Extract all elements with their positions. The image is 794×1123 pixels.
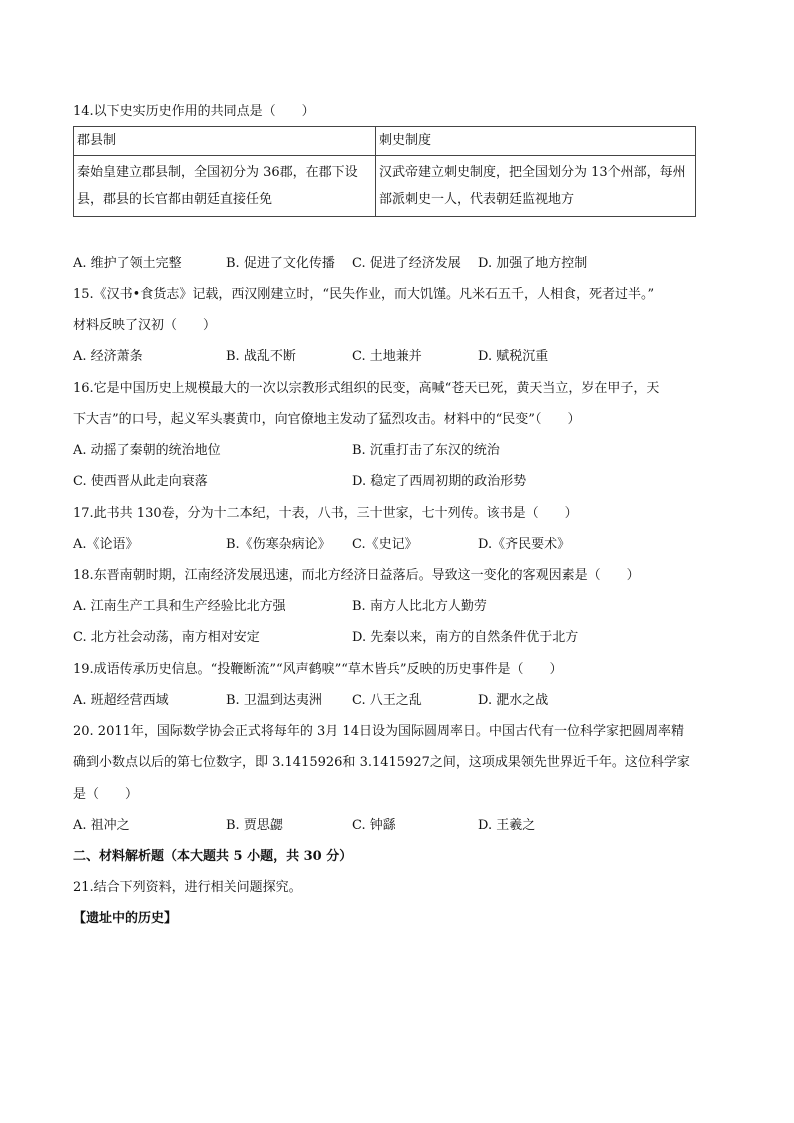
q16-option-b: B. 沉重打击了东汉的统治 xyxy=(352,443,500,458)
q15-option-b: B. 战乱不断 xyxy=(226,349,296,364)
q16-option-d: D. 稳定了西周初期的政治形势 xyxy=(352,474,527,489)
q19-option-b: B. 卫温到达夷洲 xyxy=(226,693,322,708)
q17-option-a: A.《论语》 xyxy=(73,537,139,552)
q14-option-c: C. 促进了经济发展 xyxy=(352,256,461,271)
question-21-stem: 21.结合下列资料，进行相关问题探究。 xyxy=(73,880,302,895)
question-17-stem: 17.此书共 130卷，分为十二本纪，十表，八书，三十世家，七十列传。该书是（ ） xyxy=(73,506,578,521)
question-16-stem-line2: 下大吉”的口号，起义军头裹黄巾，向官僚地主发动了猛烈攻击。材料中的“民变”（ ） xyxy=(73,412,581,427)
question-18-stem: 18.东晋南朝时期，江南经济发展迅速，而北方经济日益落后。导致这一变化的客观因素是（ ） xyxy=(73,568,640,583)
q19-option-d: D. 淝水之战 xyxy=(478,693,549,708)
question-15-stem-line1: 15.《汉书•食货志》记载，西汉刚建立时，“民失作业，而大饥馑。凡米石五千，人相食，死者过半。” xyxy=(73,287,655,302)
table-cell-junxian: 秦始皇建立郡县制，全国初分为 36郡，在郡下设县，郡县的长官都由朝廷直接任免 xyxy=(74,156,376,217)
q20-option-d: D. 王羲之 xyxy=(478,818,536,833)
table-header-cishi: 刺史制度 xyxy=(376,127,696,156)
q17-option-b: B.《伤寒杂病论》 xyxy=(226,537,331,552)
q19-option-c: C. 八王之乱 xyxy=(352,693,422,708)
q20-option-b: B. 贾思勰 xyxy=(226,818,283,833)
question-20-stem-line1: 20. 2011年，国际数学协会正式将每年的 3月 14日设为国际圆周率日。中国古代有一位科学家把圆周率精 xyxy=(73,724,684,739)
question-16-stem-line1: 16.它是中国历史上规模最大的一次以宗教形式组织的民变，高喊“苍天已死，黄天当立，岁在甲子，天 xyxy=(73,381,660,396)
q18-option-b: B. 南方人比北方人勤劳 xyxy=(352,599,487,614)
q18-option-d: D. 先秦以来，南方的自然条件优于北方 xyxy=(352,630,579,645)
table-header-junxian: 郡县制 xyxy=(74,127,376,156)
q14-option-b: B. 促进了文化传播 xyxy=(226,256,335,271)
section-2-title: 二、材料解析题（本大题共 5 小题，共 30 分） xyxy=(73,849,353,864)
q17-option-c: C.《史记》 xyxy=(352,537,418,552)
q14-option-d: D. 加强了地方控制 xyxy=(478,256,588,271)
q16-option-c: C. 使西晋从此走向衰落 xyxy=(73,474,208,489)
q14-option-a: A. 维护了领土完整 xyxy=(73,256,182,271)
q16-option-a: A. 动摇了秦朝的统治地位 xyxy=(73,443,221,458)
question-14-table xyxy=(73,126,696,217)
table-cell-cishi: 汉武帝建立刺史制度，把全国划分为 13个州部，每州部派刺史一人，代表朝廷监视地方 xyxy=(376,156,696,217)
question-14-stem: 14.以下史实历史作用的共同点是（ ） xyxy=(73,104,315,119)
q20-option-c: C. 钟繇 xyxy=(352,818,396,833)
question-20-stem-line3: 是（ ） xyxy=(73,787,139,802)
q15-option-a: A. 经济萧条 xyxy=(73,349,143,364)
q15-option-d: D. 赋税沉重 xyxy=(478,349,549,364)
question-21-subheading: 【遗址中的历史】 xyxy=(73,911,178,926)
q15-option-c: C. 土地兼并 xyxy=(352,349,422,364)
q18-option-c: C. 北方社会动荡，南方相对安定 xyxy=(73,630,260,645)
q17-option-d: D.《齐民要术》 xyxy=(478,537,571,552)
q18-option-a: A. 江南生产工具和生产经验比北方强 xyxy=(73,599,286,614)
question-19-stem: 19.成语传承历史信息。“投鞭断流”“风声鹤唳”“草木皆兵”反映的历史事件是（ ） xyxy=(73,662,563,677)
q19-option-a: A. 班超经营西域 xyxy=(73,693,169,708)
q20-option-a: A. 祖冲之 xyxy=(73,818,130,833)
question-20-stem-line2: 确到小数点以后的第七位数字，即 3.1415926和 3.1415927之间，这项成果领先世界近千年。这位科学家 xyxy=(73,755,690,770)
question-15-stem-line2: 材料反映了汉初（ ） xyxy=(73,318,217,333)
